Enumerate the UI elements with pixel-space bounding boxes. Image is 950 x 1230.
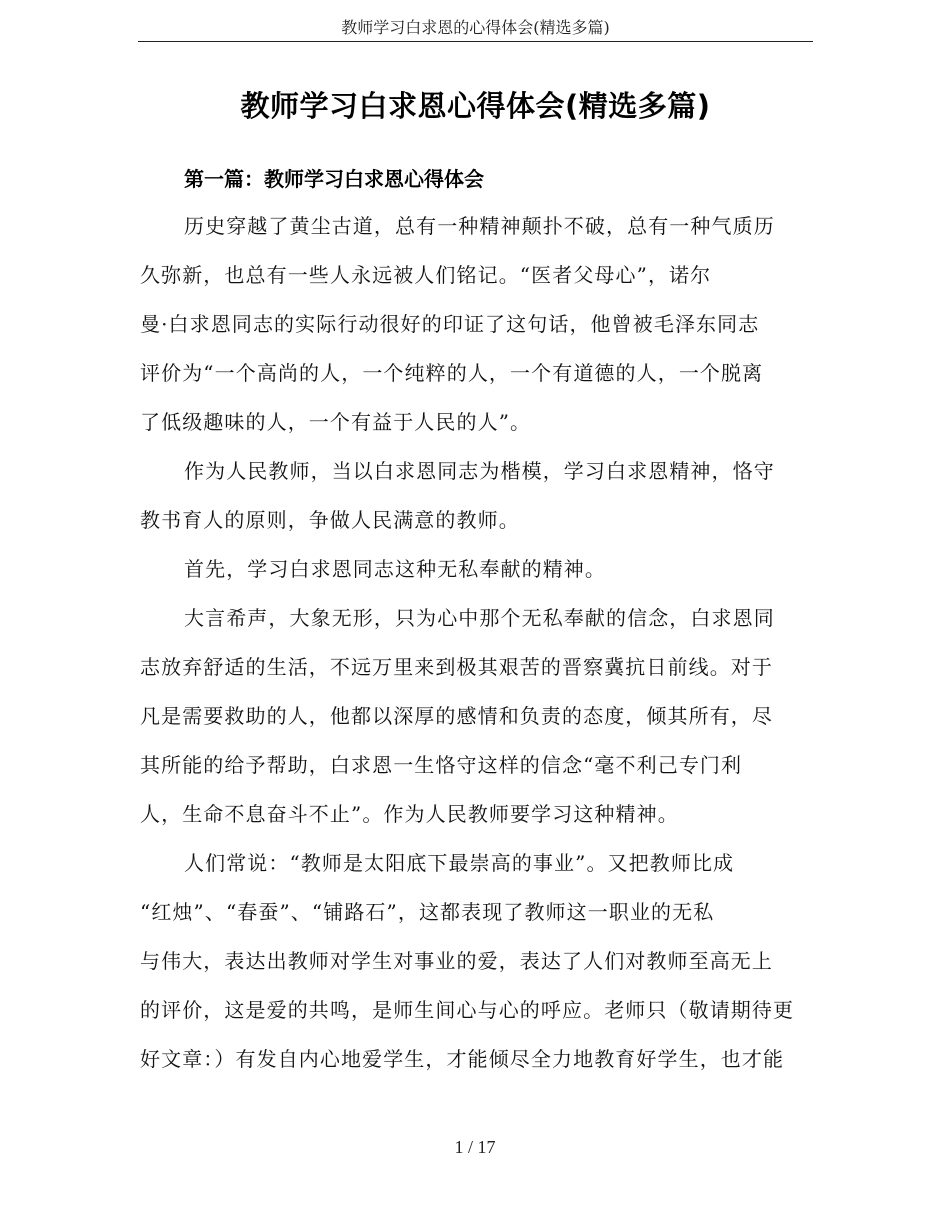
document-title: 教师学习白求恩心得体会(精选多篇) bbox=[240, 89, 711, 123]
paragraph-line: 首先，学习白求恩同志这种无私奉献的精神。 bbox=[184, 557, 606, 581]
paragraph-line: 人，生命不息奋斗不止”。作为人民教师要学习这种精神。 bbox=[140, 802, 679, 826]
paragraph-line: 志放弃舒适的生活，不远万里来到极其艰苦的晋察冀抗日前线。对于 bbox=[140, 655, 773, 679]
section-heading: 第一篇：教师学习白求恩心得体会 bbox=[184, 167, 484, 191]
body-text bbox=[140, 202, 815, 1084]
paragraph-line: 凡是需要救助的人，他都以深厚的感情和负责的态度，倾其所有，尽 bbox=[140, 704, 773, 728]
page-number: 1 / 17 bbox=[454, 1137, 496, 1157]
paragraph-line: 与伟大，表达出教师对学生对事业的爱，表达了人们对教师至高无上 bbox=[140, 949, 773, 973]
running-header: 教师学习白求恩的心得体会(精选多篇) bbox=[341, 18, 610, 37]
paragraph-line: 作为人民教师，当以白求恩同志为楷模，学习白求恩精神，恪守 bbox=[184, 459, 775, 483]
paragraph-line: 大言希声，大象无形，只为心中那个无私奉献的信念，白求恩同 bbox=[184, 606, 775, 630]
paragraph-line: “红烛”、“春蚕”、“铺路石”，这都表现了教师这一职业的无私 bbox=[140, 900, 715, 924]
paragraph-line: 其所能的给予帮助，白求恩一生恪守这样的信念“毫不利己专门利 bbox=[140, 753, 743, 777]
paragraph-line: 久弥新，也总有一些人永远被人们铭记。“医者父母心”，诺尔 bbox=[140, 263, 712, 287]
paragraph-line: 曼·白求恩同志的实际行动很好的印证了这句话，他曾被毛泽东同志 bbox=[140, 312, 760, 336]
paragraph-line: 好文章：）有发自内心地爱学生，才能倾尽全力地教育好学生，也才能 bbox=[140, 1047, 785, 1071]
paragraph-line: 了低级趣味的人，一个有益于人民的人”。 bbox=[140, 410, 532, 434]
paragraph-line: 教书育人的原则，争做人民满意的教师。 bbox=[140, 508, 520, 532]
header-divider bbox=[138, 41, 813, 42]
paragraph-line: 人们常说：“教师是太阳底下最崇高的事业”。又把教师比成 bbox=[184, 851, 735, 875]
paragraph-line: 历史穿越了黄尘古道，总有一种精神颠扑不破，总有一种气质历 bbox=[184, 214, 775, 238]
paragraph-line: 评价为“一个高尚的人，一个纯粹的人，一个有道德的人，一个脱离 bbox=[140, 361, 764, 385]
paragraph-line: 的评价，这是爱的共鸣，是师生间心与心的呼应。老师只（敬请期待更 bbox=[140, 998, 795, 1022]
